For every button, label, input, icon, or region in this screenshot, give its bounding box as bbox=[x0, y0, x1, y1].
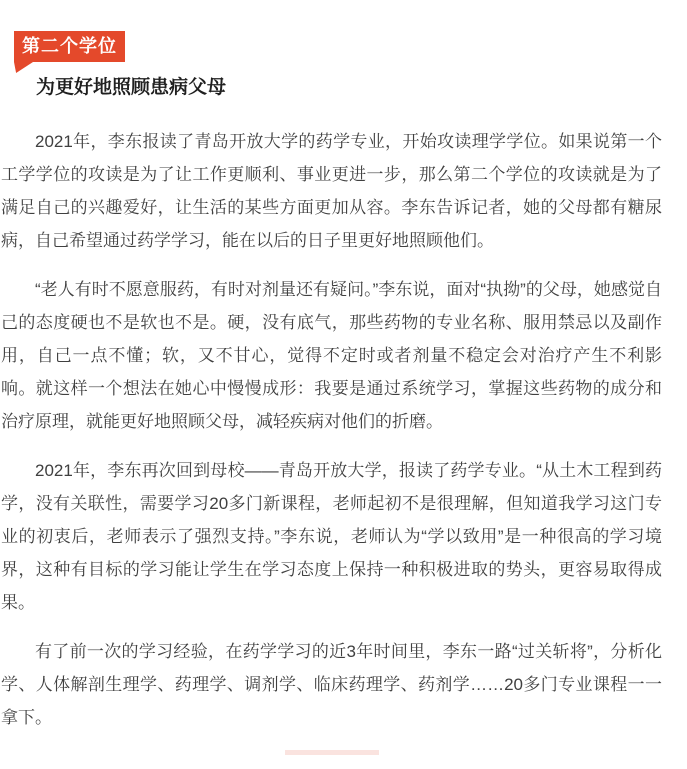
section-title: 为更好地照顾患病父母 bbox=[36, 77, 227, 98]
paragraph: 2021年，李东报读了青岛开放大学的药学专业，开始攻读理学学位。如果说第一个工学学位的攻读是为了让工作更顺利、事业更进一步，那么第二个学位的攻读就是为了满足自己的兴趣爱好，让生活的某些方面更加从容。李东告诉记者，她的父母都有糖尿病，自己希望通过药学学习，能在以后的日子里更好地照顾他们。 bbox=[1, 132, 662, 250]
paragraph: “老人有时不愿意服药，有时对剂量还有疑问。”李东说，面对“执拗”的父母，她感觉自己的态度硬也不是软也不是。硬，没有底气，那些药物的专业名称、服用禁忌以及副作用，自己一点不懂；软，又不甘心，觉得不定时或者剂量不稳定会对治疗产生不利影响。就这样一个想法在她心中慢慢成形：我要是通过系统学习，掌握这些药物的成分和治疗原理，就能更好地照顾父母，减轻疾病对他们的折磨。 bbox=[1, 280, 662, 431]
section-badge-tail-icon bbox=[14, 62, 33, 73]
article-body bbox=[1, 125, 662, 734]
paragraph: 有了前一次的学习经验，在药学学习的近3年时间里，李东一路“过关斩将”，分析化学、人体解剖生理学、药理学、调剂学、临床药理学、药剂学……20多门专业课程一一拿下。 bbox=[1, 642, 662, 727]
bottom-divider bbox=[285, 750, 379, 755]
section-badge-label: 第二个学位 bbox=[22, 36, 117, 56]
section-badge bbox=[14, 31, 125, 62]
paragraph: 2021年，李东再次回到母校——青岛开放大学，报读了药学专业。“从土木工程到药学，没有关联性，需要学习20多门新课程，老师起初不是很理解，但知道我学习这门专业的初衷后，老师表示了强烈支持。”李东说，老师认为“学以致用”是一种很高的学习境界，这种有目标的学习能让学生在学习态度上保持一种积极进取的势头，更容易取得成果。 bbox=[1, 461, 662, 612]
